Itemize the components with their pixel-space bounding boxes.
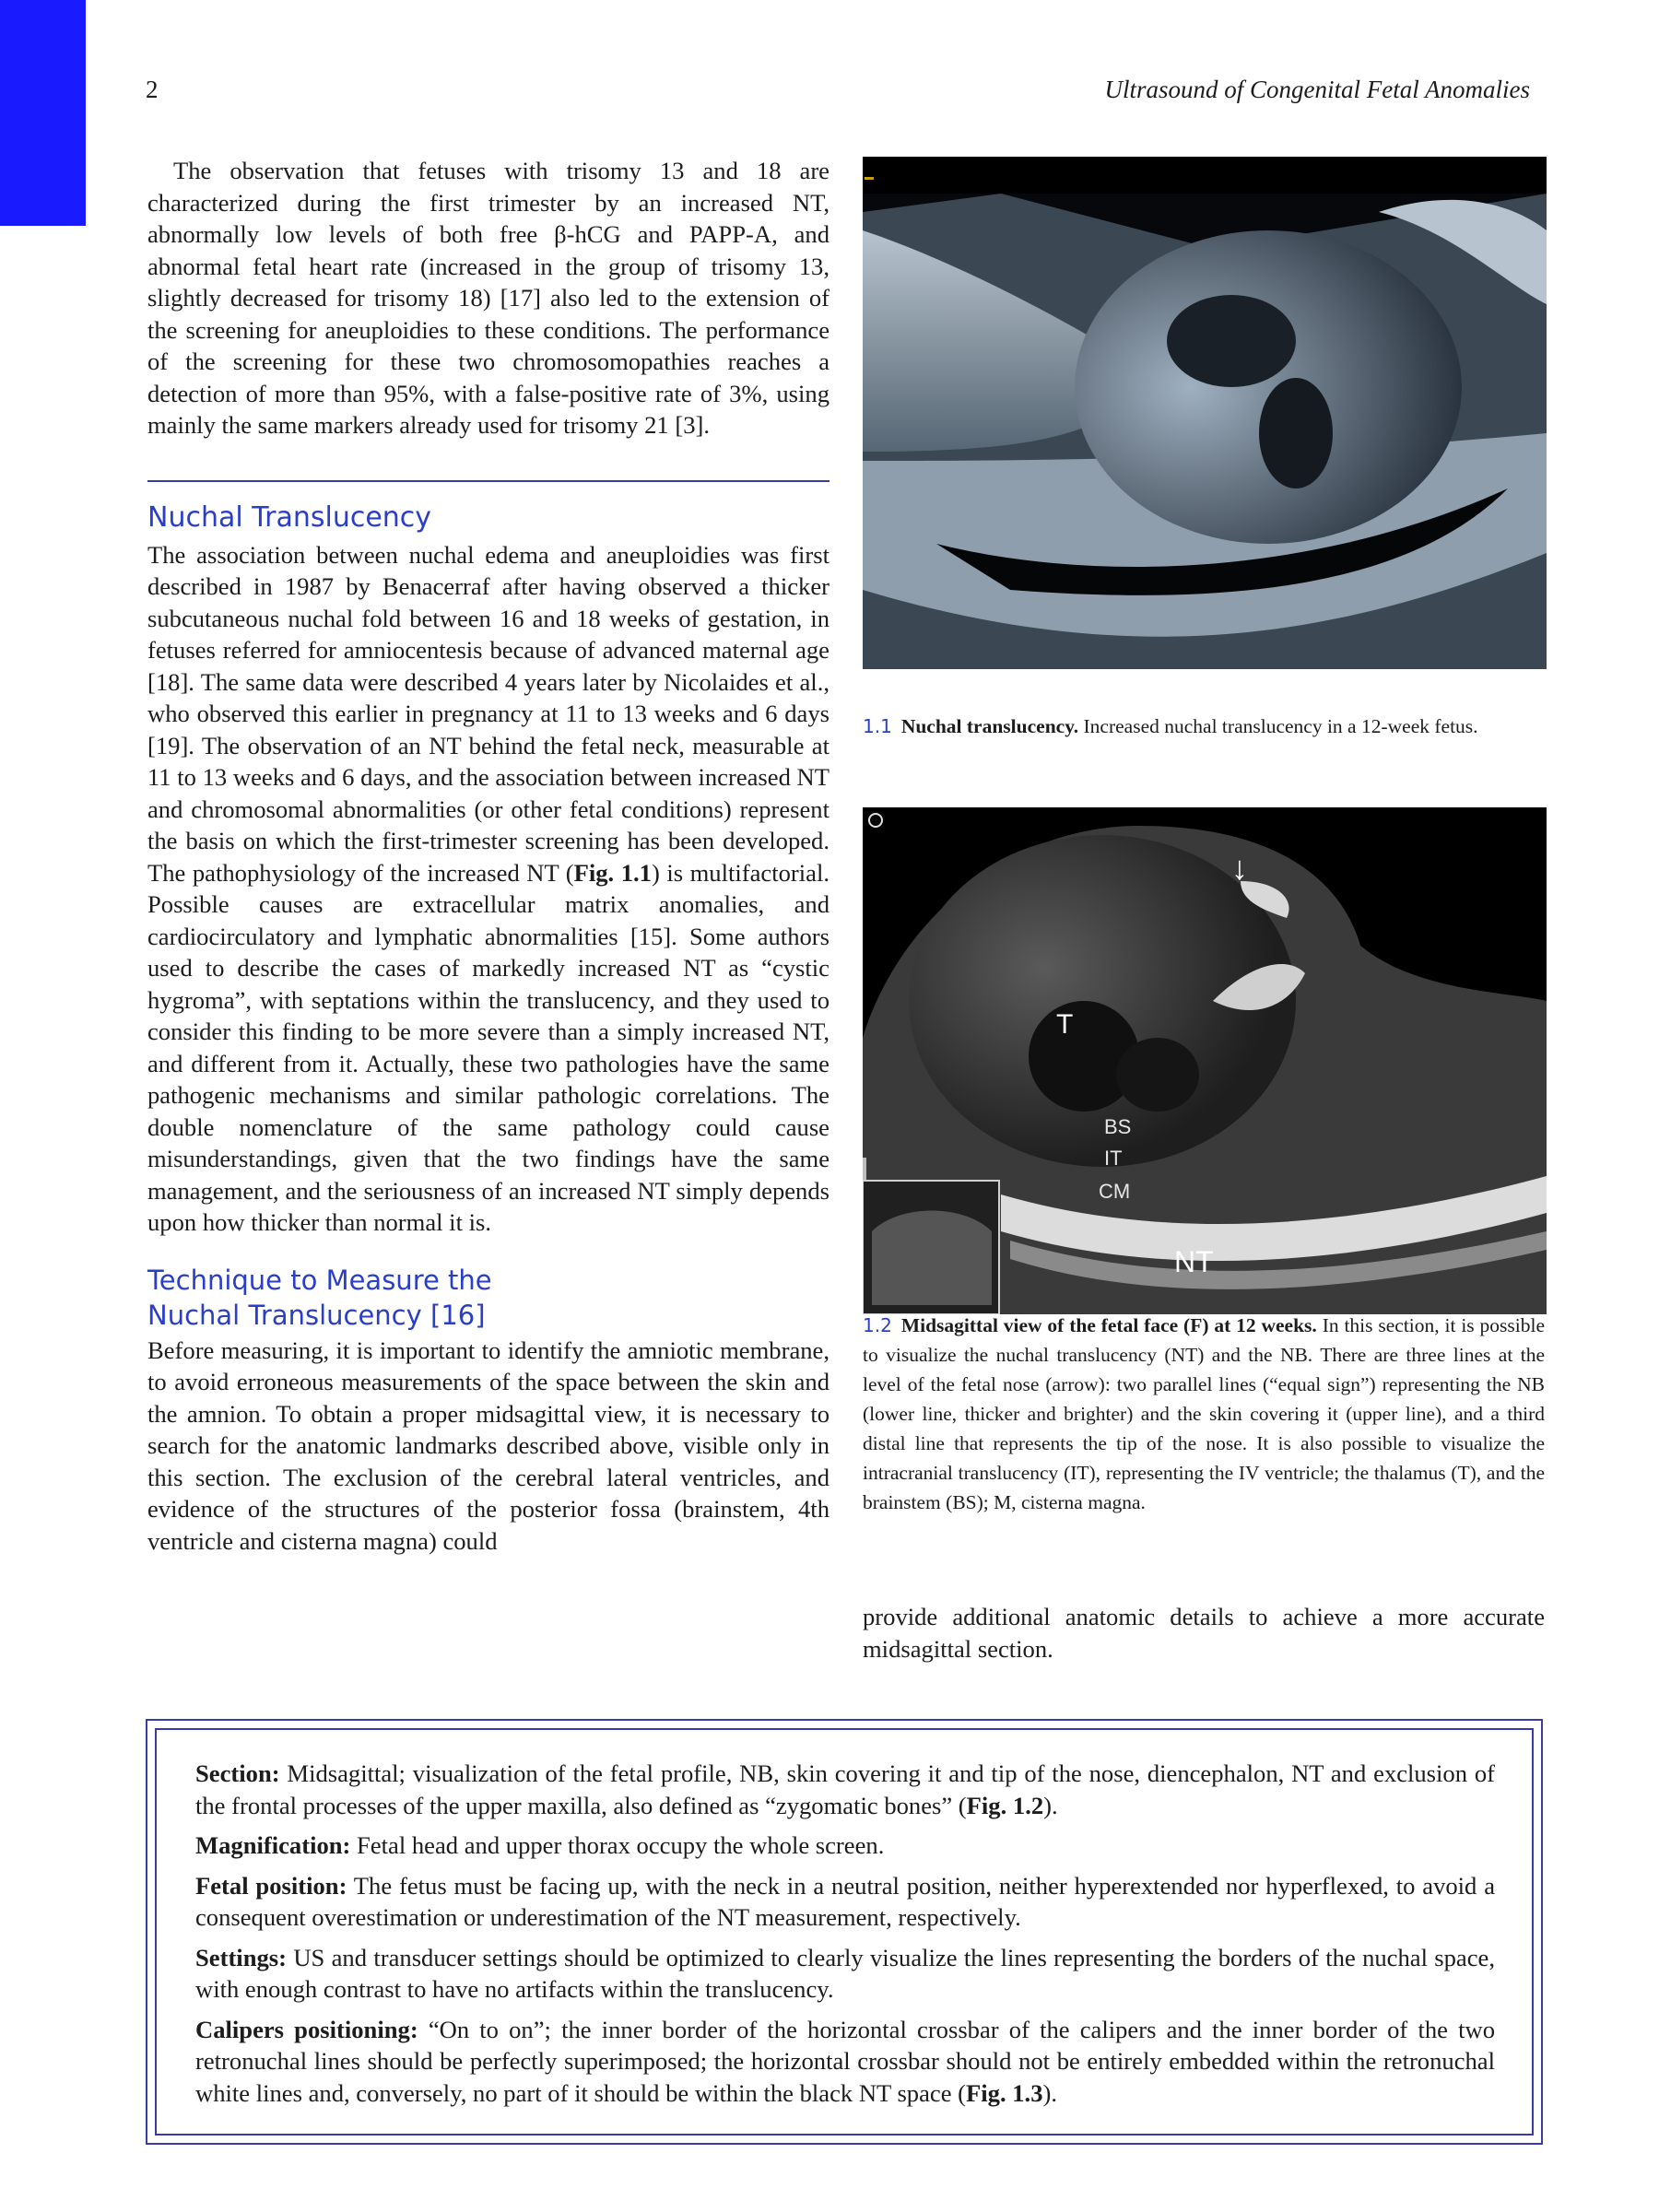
label-cisterna-magna: CM	[1099, 1180, 1131, 1203]
page-number: 2	[146, 76, 159, 103]
guidelines-box-inner	[155, 1728, 1534, 2136]
box-item-label: Settings:	[195, 1943, 287, 1971]
nt-paragraph-text-1: The association between nuchal edema and aneuploidies was first described in 1987 by Benacerraf after having observed a thicker subcutaneous nuchal fold between 16 and 18 weeks of gestation, in fetuses referred for amniocentesis because of advanced maternal age [18]. The same data were described 4 years later by Nicolaides et al., who observed this earlier in pregnancy at 11 to 13 weeks and 6 days [19]. The observation of an NT behind the fetal neck, measurable at 11 to 13 weeks and 6 days, and the association between increased NT and chromosomal abnormalities (or other fetal conditions) represent the basis on which the first-trimester screening has been developed. The pathophysiology of the increased NT (	[147, 540, 830, 887]
intro-paragraph: The observation that fetuses with trisomy 13 and 18 are characterized during the first trimester by an increased NT, abnormally low levels of both free β-hCG and PAPP-A, and abnormal fetal heart rate (increased in the group of trisomy 13, slightly decreased for trisomy 18) [17] also led to the extension of the screening for aneuploidies to these conditions. The performance of the screening for these two chromosomopathies reaches a detection of more than 95%, with a false-positive rate of 3%, using mainly the same markers already used for trisomy 21 [3].	[147, 157, 830, 439]
figure-1-1-ultrasound-image	[863, 157, 1547, 669]
figure-1-2-caption-text: In this section, it is possible to visualize the nuchal translucency (NT) and the NB. There are three lines at the level of the fetal nose (arrow): two parallel lines (“equal sign”) representing the NB (lower line, thicker and brighter) and the skin covering it (upper line), and a third distal line that represents the tip of the nose. It is also possible to visualize the intracranial translucency (IT), representing the IV ventricle; the thalamus (T), and the brainstem (BS); M, cisterna magna.	[863, 1314, 1546, 1513]
nt-paragraph	[147, 539, 830, 1239]
figure-1-2-caption	[863, 1311, 1545, 1517]
fig-1-3-reference: Fig. 1.3	[966, 2078, 1043, 2107]
box-item-text: Midsagittal; visualization of the fetal profile, NB, skin covering it and tip of the nose, diencephalon, NT and exclusion of the frontal processes of the upper maxilla, also defined as “zygomatic bones” (	[195, 1759, 1495, 1819]
running-title: Ultrasound of Congenital Fetal Anomalies	[1104, 76, 1530, 103]
figure-1-2-number: 1.2	[863, 1314, 892, 1336]
subsection-heading-technique	[147, 1263, 830, 1333]
technique-heading-line-1: Technique to Measure the	[147, 1264, 492, 1296]
fig-1-1-reference: Fig. 1.1	[573, 858, 652, 887]
figure-1-1-caption	[863, 712, 1545, 741]
box-item-text: “On to on”; the inner border of the horizontal crossbar of the calipers and the inner border of the two retronuchal lines should be perfectly superimposed; the horizontal crossbar should not be entirely embedded within the retronuchal white lines and, conversely, no part of it should be within the black NT space (	[195, 2015, 1495, 2107]
box-item-calipers-positioning	[195, 2014, 1495, 2110]
label-thalamus: T	[1056, 1009, 1074, 1040]
box-item-text-end: ).	[1042, 2078, 1058, 2107]
section-heading-nuchal-translucency: Nuchal Translucency	[147, 500, 432, 534]
box-item-text: Fetal head and upper thorax occupy the whole screen.	[350, 1831, 885, 1859]
nt-paragraph-text-2: ) is multifactorial. Possible causes are extracellular matrix anomalies, and cardiocirculatory and lymphatic abnormalities [15]. Some authors used to describe the cases of markedly increased NT as “cystic hygroma”, with septations within the translucency, and they used to consider this finding to be more severe than a simply increased NT, and different from it. Actually, these two pathologies have the same pathogenic mechanisms and similar pathologic correlations. The double nomenclature of the same pathology could cause misunderstandings, given that the two findings have the same management, and the seriousness of an increased NT simply depends upon how thicker than normal it is.	[147, 858, 830, 1236]
technique-paragraph-left: Before measuring, it is important to identify the amniotic membrane, to avoid erroneous measurements of the space between the skin and the amnion. To obtain a proper midsagittal view, it is necessary to search for the anatomic landmarks described above, visible only in this section. The exclusion of the cerebral lateral ventricles, and evidence of the structures of the posterior fossa (brainstem, 4th ventricle and cisterna magna) could	[147, 1335, 830, 1555]
right-column-continuation	[863, 1601, 1545, 1665]
figure-1-1-title: Nuchal translucency.	[900, 715, 1079, 737]
label-nuchal-translucency: NT	[1174, 1245, 1214, 1278]
figure-1-2-title: Midsagittal view of the fetal face (F) at 12 weeks.	[900, 1314, 1317, 1336]
fig-1-2-reference: Fig. 1.2	[966, 1791, 1044, 1819]
label-brainstem: BS	[1104, 1115, 1132, 1138]
chapter-tab-marker	[0, 0, 86, 226]
arrow-down-icon: ↓	[1231, 849, 1248, 887]
box-item-settings	[195, 1942, 1495, 2006]
label-intracranial-translucency: IT	[1104, 1147, 1123, 1170]
box-item-label: Calipers positioning:	[195, 2015, 418, 2043]
figure-1-1-caption-text: Increased nuchal translucency in a 12-week fetus.	[1083, 715, 1478, 737]
box-item-section	[195, 1758, 1495, 1821]
left-column	[147, 155, 830, 1557]
guidelines-box	[146, 1719, 1543, 2145]
box-item-label: Section:	[195, 1759, 280, 1787]
technique-paragraph-right: provide additional anatomic details to achieve a more accurate midsagittal section.	[863, 1603, 1545, 1663]
figure-1-2-ultrasound-image	[863, 807, 1547, 1314]
box-item-text-end: ).	[1043, 1791, 1058, 1819]
box-item-label: Fetal position:	[195, 1871, 347, 1900]
box-item-magnification	[195, 1830, 1495, 1862]
technique-heading-line-2: Nuchal Translucency [16]	[147, 1299, 486, 1331]
box-item-label: Magnification:	[195, 1831, 351, 1859]
box-item-text: The fetus must be facing up, with the neck in a neutral position, neither hyperextended nor hyperflexed, to avoid a consequent overestimation or underestimation of the NT measurement, respectively.	[195, 1871, 1495, 1931]
box-item-fetal-position	[195, 1870, 1495, 1934]
section-divider	[147, 480, 830, 482]
box-item-text: US and transducer settings should be optimized to clearly visualize the lines representing the borders of the nuchal space, with enough contrast to have no artifacts within the translucency.	[195, 1943, 1495, 2003]
figure-1-1-number: 1.1	[863, 715, 892, 737]
